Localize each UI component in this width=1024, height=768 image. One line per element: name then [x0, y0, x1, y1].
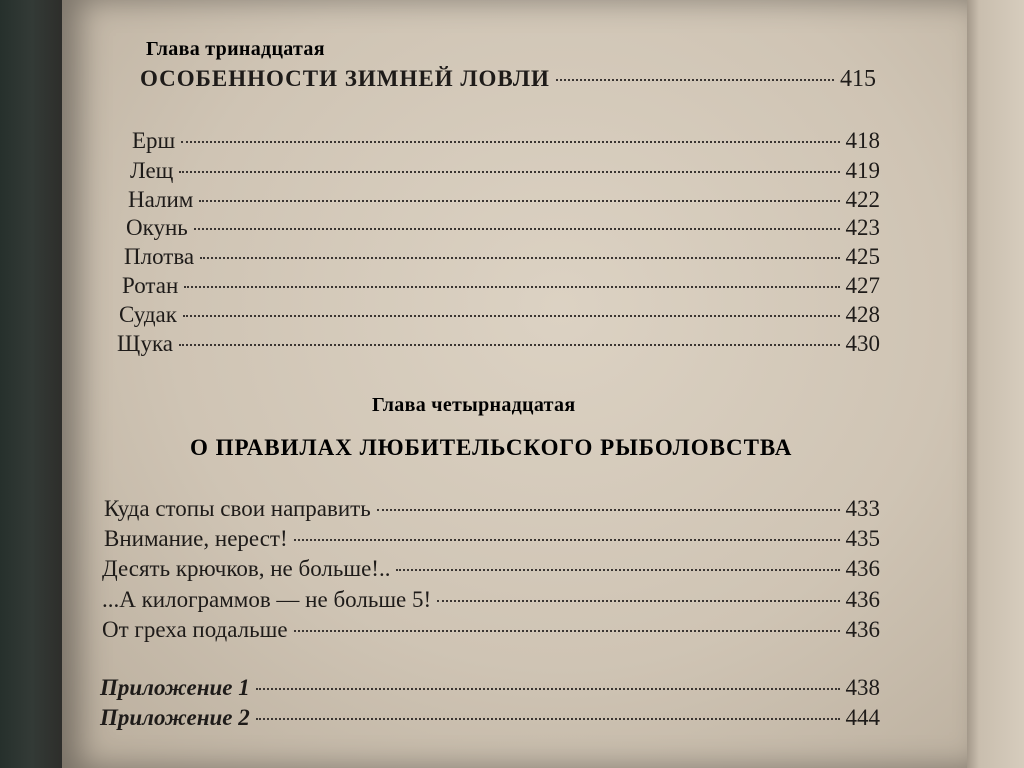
- toc-row: [104, 526, 880, 552]
- leader-dots: [437, 600, 839, 602]
- toc-row: [102, 617, 880, 643]
- toc-entry-page: 435: [845, 526, 880, 551]
- chapter-14-title: О ПРАВИЛАХ ЛЮБИТЕЛЬСКОГО РЫБОЛОВСТВА: [190, 435, 793, 460]
- toc-entry-page: 436: [845, 556, 880, 581]
- toc-row-appendix: [100, 675, 880, 701]
- leader-dots: [179, 171, 839, 173]
- leader-dots: [294, 630, 840, 632]
- toc-row: [102, 556, 880, 582]
- toc-entry-title: От греха подальше: [102, 617, 288, 642]
- toc-entry-page: 423: [845, 215, 880, 240]
- toc-row: [122, 273, 880, 299]
- chapter-13-page: 415: [840, 66, 876, 92]
- toc-entry-page: 419: [845, 158, 880, 183]
- toc-entry-page: 427: [845, 273, 880, 298]
- leader-dots: [256, 688, 840, 690]
- facing-page-edge: [960, 0, 1024, 768]
- appendix-page: 444: [845, 705, 880, 730]
- toc-row: [119, 302, 880, 328]
- appendix-page: 438: [845, 675, 880, 700]
- leader-dots: [256, 718, 840, 720]
- leader-dots: [194, 228, 840, 230]
- chapter-13-title-row: [140, 66, 876, 93]
- toc-entry-title: Окунь: [126, 215, 188, 240]
- toc-row: [117, 331, 880, 357]
- leader-dots: [181, 141, 839, 143]
- toc-row: [102, 587, 880, 613]
- toc-entry-page: 425: [845, 244, 880, 269]
- book-page: [62, 0, 967, 768]
- leader-dots: [184, 286, 839, 288]
- appendix-title: Приложение 2: [100, 705, 250, 730]
- toc-row-appendix: [100, 705, 880, 731]
- toc-row: [126, 215, 880, 241]
- toc-entry-title: Внимание, нерест!: [104, 526, 288, 551]
- toc-entry-title: Ротан: [122, 273, 179, 298]
- leader-dots: [200, 257, 839, 259]
- toc-entry-title: Щука: [117, 331, 174, 356]
- toc-entry-title: Судак: [119, 302, 177, 327]
- toc-entry-page: 422: [845, 187, 880, 212]
- toc-entry-page: 430: [845, 331, 880, 356]
- chapter-13-title: ОСОБЕННОСТИ ЗИМНЕЙ ЛОВЛИ: [140, 66, 550, 91]
- toc-entry-title: Налим: [128, 187, 194, 212]
- toc-row: [130, 158, 880, 184]
- toc-entry-title: Десять крючков, не больше!..: [102, 556, 391, 581]
- leader-dots: [556, 79, 834, 81]
- toc-entry-page: 436: [845, 587, 880, 612]
- toc-row: [128, 187, 880, 213]
- toc-entry-title: Лещ: [130, 158, 174, 183]
- toc-row: [132, 128, 880, 154]
- toc-entry-title: Ерш: [132, 128, 176, 153]
- leader-dots: [179, 344, 839, 346]
- leader-dots: [377, 509, 840, 511]
- leader-dots: [294, 539, 840, 541]
- toc-entry-page: 433: [845, 496, 880, 521]
- toc-entry-title: Плотва: [124, 244, 195, 269]
- chapter-14-label: Глава четырнадцатая: [372, 394, 576, 416]
- toc-entry-title: Куда стопы свои направить: [104, 496, 371, 521]
- toc-entry-page: 436: [845, 617, 880, 642]
- appendix-title: Приложение 1: [100, 675, 250, 700]
- chapter-13-label: Глава тринадцатая: [146, 38, 325, 60]
- toc-entry-page: 428: [845, 302, 880, 327]
- leader-dots: [183, 315, 840, 317]
- toc-row: [124, 244, 880, 270]
- leader-dots: [199, 200, 839, 202]
- toc-row: [104, 496, 880, 522]
- leader-dots: [396, 569, 839, 571]
- toc-entry-title: ...А килограммов — не больше 5!: [102, 587, 432, 612]
- toc-entry-page: 418: [845, 128, 880, 153]
